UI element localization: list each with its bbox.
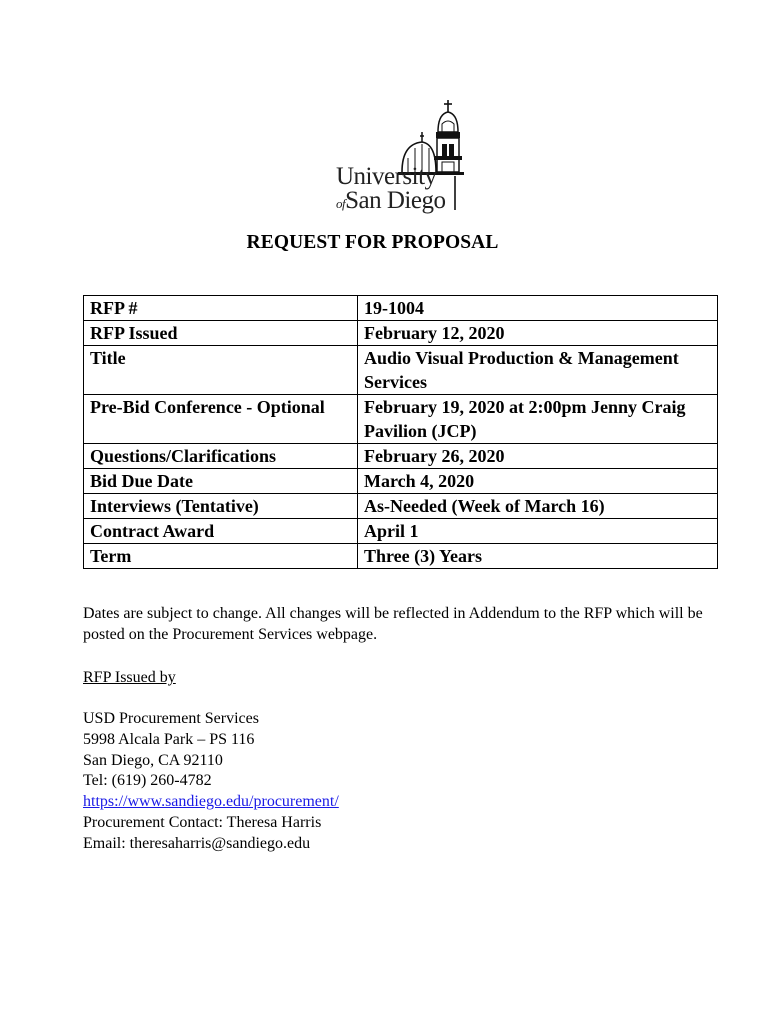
issued-by-heading: RFP Issued by: [83, 669, 176, 686]
procurement-website-link[interactable]: https://www.sandiego.edu/procurement/: [83, 793, 339, 811]
rfp-field-value: Audio Visual Production & Management Services: [358, 346, 718, 395]
rfp-field-value: February 26, 2020: [358, 444, 718, 469]
rfp-field-label: RFP #: [84, 296, 358, 321]
logo-university-text: University: [336, 163, 437, 190]
rfp-field-value: As-Needed (Week of March 16): [358, 494, 718, 519]
rfp-table-body: [84, 296, 718, 569]
rfp-field-value: April 1: [358, 519, 718, 544]
rfp-table-row: [84, 444, 718, 469]
notice-text: Dates are subject to change. All changes will be reflected in Addendum to the RFP which will be posted on the Procurement Services webpage.: [83, 605, 703, 643]
rfp-table-row: [84, 519, 718, 544]
rfp-table-row: [84, 469, 718, 494]
contact-block: [83, 708, 339, 854]
rfp-field-value: 19-1004: [358, 296, 718, 321]
rfp-field-value: Three (3) Years: [358, 544, 718, 569]
rfp-field-value: February 12, 2020: [358, 321, 718, 346]
rfp-field-label: Pre-Bid Conference - Optional: [84, 395, 358, 444]
rfp-field-value: February 19, 2020 at 2:00pm Jenny Craig Pavilion (JCP): [358, 395, 718, 444]
rfp-field-label: Contract Award: [84, 519, 358, 544]
rfp-table-row: [84, 544, 718, 569]
logo-text: [336, 164, 456, 217]
rfp-table-row: [84, 346, 718, 395]
university-logo: [330, 98, 470, 223]
contact-person: Procurement Contact: Theresa Harris: [83, 813, 322, 831]
contact-email: Email: theresaharris@sandiego.edu: [83, 834, 311, 852]
rfp-field-label: RFP Issued: [84, 321, 358, 346]
logo-san-diego-text: San Diego: [345, 187, 446, 214]
logo-of-text: of: [336, 196, 346, 211]
rfp-details-table: [83, 295, 718, 569]
page-title: REQUEST FOR PROPOSAL: [246, 232, 499, 253]
rfp-table-row: [84, 296, 718, 321]
rfp-field-label: Bid Due Date: [84, 469, 358, 494]
contact-address-line2: San Diego, CA 92110: [83, 751, 223, 769]
contact-address-line1: 5998 Alcala Park – PS 116: [83, 730, 255, 748]
rfp-field-label: Term: [84, 544, 358, 569]
rfp-table-row: [84, 494, 718, 519]
rfp-field-label: Title: [84, 346, 358, 395]
rfp-field-label: Interviews (Tentative): [84, 494, 358, 519]
rfp-table-row: [84, 321, 718, 346]
contact-phone: Tel: (619) 260-4782: [83, 772, 212, 790]
rfp-table-row: [84, 395, 718, 444]
rfp-field-label: Questions/Clarifications: [84, 444, 358, 469]
contact-org: USD Procurement Services: [83, 710, 259, 727]
rfp-field-value: March 4, 2020: [358, 469, 718, 494]
